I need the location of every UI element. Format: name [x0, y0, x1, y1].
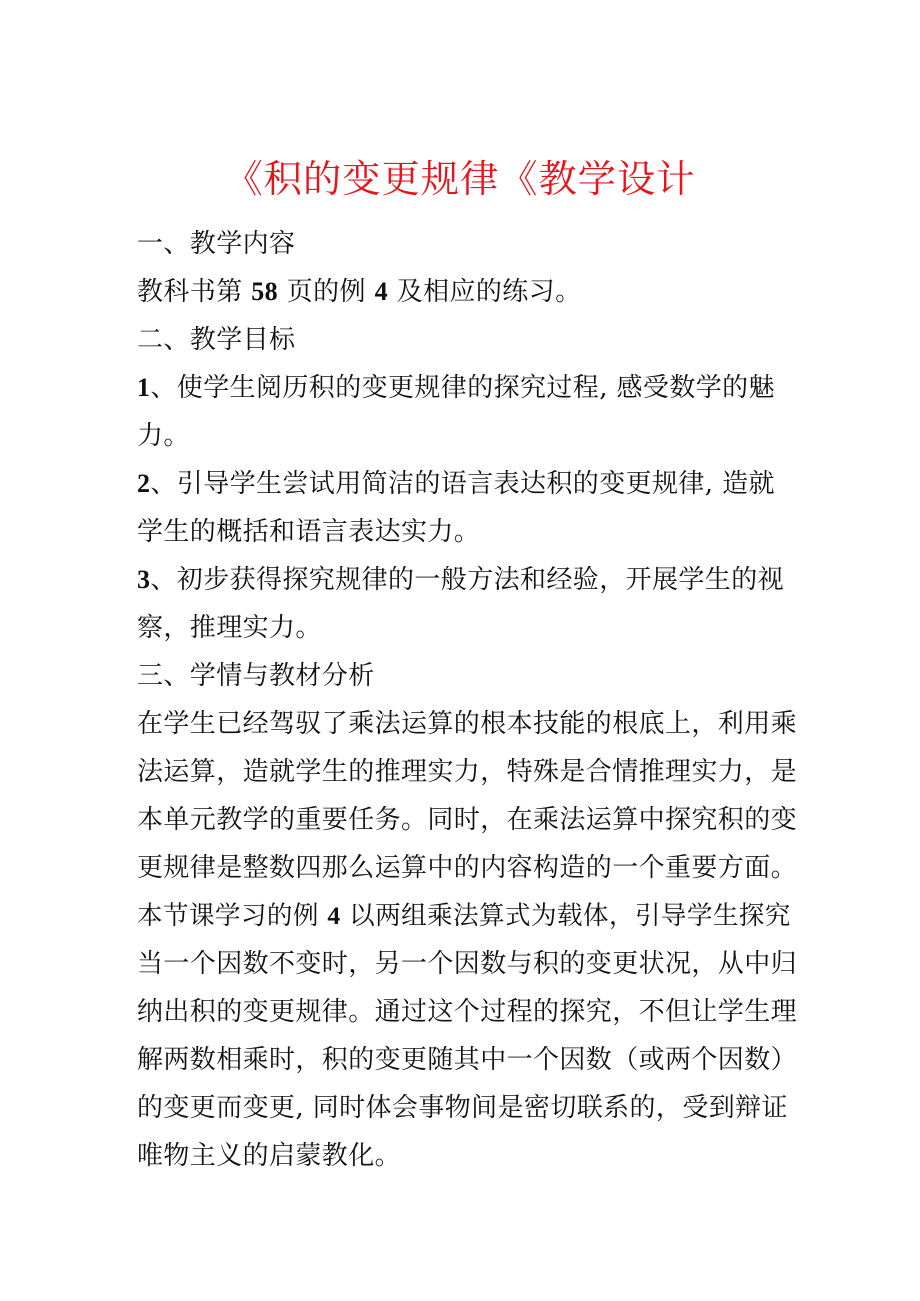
text-line — [137, 652, 797, 700]
line-text: 的变更而变更, 同时体会事物间是密切联系的，受到辩证 — [137, 1093, 788, 1123]
line-text: 法运算，造就学生的推理实力，特殊是合情推理实力，是 — [137, 757, 798, 787]
text-line — [137, 988, 797, 1036]
text-line — [137, 940, 797, 988]
line-text: 更规律是整数四那么运算中的内容构造的一个重要方面。 — [137, 853, 798, 883]
line-text: 在学生已经驾驭了乘法运算的根本技能的根底上，利用乘 — [137, 709, 798, 739]
line-text: 一、教学内容 — [137, 229, 296, 259]
line-text: 、使学生阅历积的变更规律的探究过程, 感受数学的魅 — [150, 373, 775, 403]
text-line — [137, 844, 797, 892]
line-text: 力。 — [137, 421, 190, 451]
text-line — [137, 316, 797, 364]
line-text: 二、教学目标 — [137, 325, 296, 355]
line-text: 以两组乘法算式为载体，引导学生探究 — [340, 901, 791, 931]
line-text: 察，推理实力。 — [137, 613, 322, 643]
text-line — [137, 1084, 797, 1132]
line-text: 、初步获得探究规律的一般方法和经验，开展学生的视 — [150, 565, 785, 595]
text-line — [137, 1132, 797, 1180]
text-line — [137, 556, 797, 604]
line-text: 、引导学生尝试用简洁的语言表达积的变更规律, 造就 — [150, 469, 775, 499]
line-text: 三、学情与教材分析 — [137, 661, 375, 691]
line-text: 本节课学习的例 — [137, 901, 328, 931]
line-text: 解两数相乘时，积的变更随其中一个因数（或两个因数） — [137, 1045, 798, 1075]
line-text: 页的例 — [278, 277, 375, 307]
line-number: 2 — [137, 469, 151, 498]
text-line — [137, 700, 797, 748]
text-line — [137, 220, 797, 268]
text-line — [137, 1036, 797, 1084]
line-text: 及相应的练习。 — [388, 277, 582, 307]
text-line — [137, 892, 797, 940]
line-number: 3 — [137, 565, 151, 594]
document-body — [137, 220, 797, 1180]
text-line — [137, 604, 797, 652]
document-title: 《积的变更规律《教学设计 — [224, 157, 696, 202]
text-line — [137, 748, 797, 796]
line-text: 学生的概括和语言表达实力。 — [137, 517, 481, 547]
text-line — [137, 508, 797, 556]
text-line — [137, 796, 797, 844]
line-text: 唯物主义的启蒙教化。 — [137, 1141, 402, 1171]
line-number: 1 — [137, 373, 151, 402]
line-number: 58 — [251, 277, 279, 306]
line-text: 纳出积的变更规律。通过这个过程的探究，不但让学生理 — [137, 997, 798, 1027]
text-line — [137, 268, 797, 316]
text-line — [137, 364, 797, 412]
text-line — [137, 460, 797, 508]
text-line — [137, 412, 797, 460]
line-text: 教科书第 — [137, 277, 252, 307]
line-text: 当一个因数不变时，另一个因数与积的变更状况，从中归 — [137, 949, 798, 979]
line-number: 4 — [374, 277, 389, 306]
line-text: 本单元教学的重要任务。同时，在乘法运算中探究积的变 — [137, 805, 798, 835]
line-number: 4 — [327, 901, 341, 930]
